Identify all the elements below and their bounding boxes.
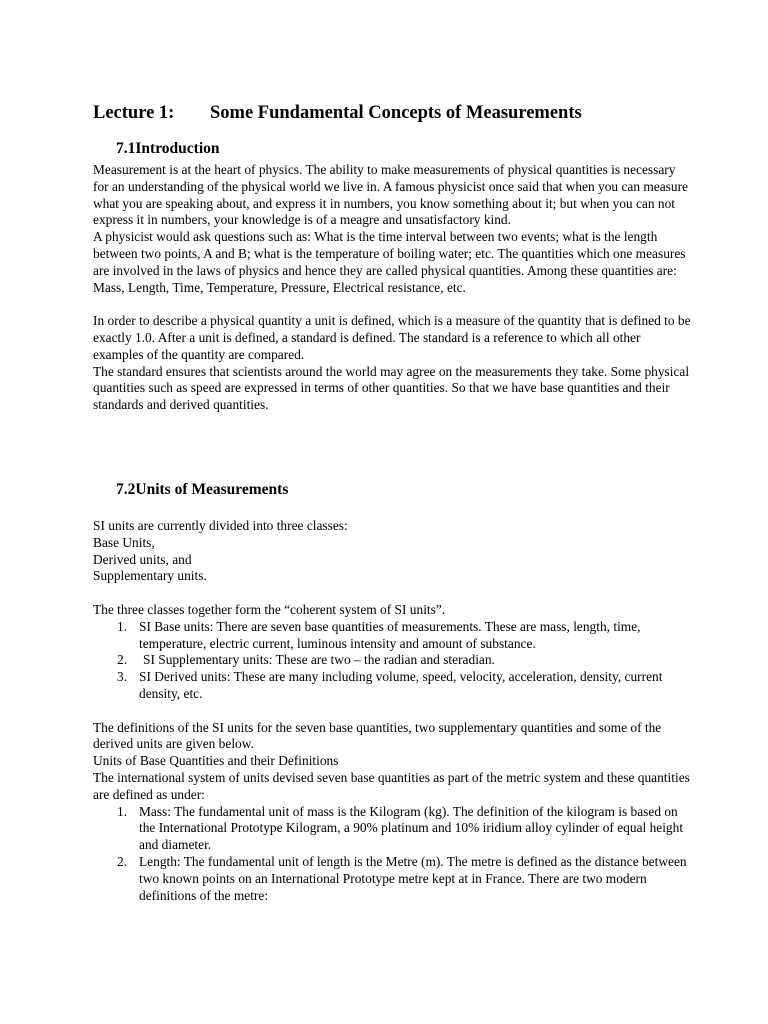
list-number: 1.: [117, 803, 128, 819]
paragraph: In order to describe a physical quantity a unit is defined, which is a measure of the quantity that is defined to be exactly 1.0. After a unit is defined, a standard is defined. The standard is a reference to which all other examples of the quantity are compared.: [93, 313, 691, 362]
list-number: 2.: [117, 652, 128, 668]
paragraph: The three classes together form the “coherent system of SI units”.: [93, 601, 446, 617]
paragraph: A physicist would ask questions such as: What is the time interval between two events; what is the length between two points, A and B; what is the temperature of boiling water; etc. The quantities which one measures are involved in the laws of physics and hence they are called physical quantities. Among these quantities are: Mass, Length, Time, Temperature, Pressure, Electrical resistance, etc.: [93, 229, 686, 295]
list-text: SI Derived units: These are many including volume, speed, velocity, acceleration, density, current density, etc.: [139, 669, 663, 701]
list-item: [93, 854, 693, 904]
list-text: SI Supplementary units: These are two – the radian and steradian.: [143, 652, 495, 668]
paragraph: SI units are currently divided into three classes:: [93, 518, 348, 533]
lecture-title-text: Some Fundamental Concepts of Measurements: [210, 103, 582, 123]
list-item: [93, 669, 693, 703]
list-number: 1.: [117, 618, 128, 634]
lecture-label: Lecture 1:: [93, 103, 175, 123]
units-body: [93, 518, 693, 904]
paragraph: The international system of units devised seven base quantities as part of the metric system and these quantities are defined as under:: [93, 769, 690, 802]
list-text: Mass: The fundamental unit of mass is the Kilogram (kg). The definition of the kilogram is based on the International Prototype Kilogram, a 90% platinum and 10% iridium alloy cylinder of equal height and diameter.: [139, 803, 684, 853]
section-heading-units: 7.2Units of Measurements: [116, 481, 289, 498]
lecture-title: [93, 101, 582, 125]
introduction-body: [93, 162, 693, 414]
paragraph: The standard ensures that scientists around the world may agree on the measurements they take. Some physical quantities such as speed are expressed in terms of other quantities. So that we have base quantities and their standards and derived quantities.: [93, 363, 690, 413]
list-number: 2.: [117, 853, 128, 869]
list-item: [93, 804, 693, 854]
list-item: [93, 619, 693, 653]
list-text: SI Base units: There are seven base quantities of measurements. These are mass, length, time, temperature, electric current, luminous intensity and amount of substance.: [139, 618, 641, 651]
subheading: Units of Base Quantities and their Definitions: [93, 753, 339, 769]
section-heading-introduction: 7.1Introduction: [116, 140, 220, 157]
list-item: Derived units, and: [93, 551, 192, 567]
list-item: Base Units,: [93, 534, 155, 550]
list-text: Length: The fundamental unit of length is the Metre (m). The metre is defined as the distance between two known points on an International Prototype metre kept at in France. There are two modern definitions of the metre:: [139, 853, 687, 903]
list-item: Supplementary units.: [93, 568, 207, 584]
paragraph: The definitions of the SI units for the seven base quantities, two supplementary quantities and some of the derived units are given below.: [93, 719, 662, 752]
list-item: [93, 652, 693, 669]
list-number: 3.: [117, 669, 128, 685]
paragraph: Measurement is at the heart of physics. The ability to make measurements of physical quantities is necessary for an understanding of the physical world we live in. A famous physicist once said that when you can measure what you are speaking about, and express it in numbers, you know something about it; but when you can not express it in numbers, your knowledge is of a meagre and unsatisfactory kind.: [93, 162, 688, 228]
